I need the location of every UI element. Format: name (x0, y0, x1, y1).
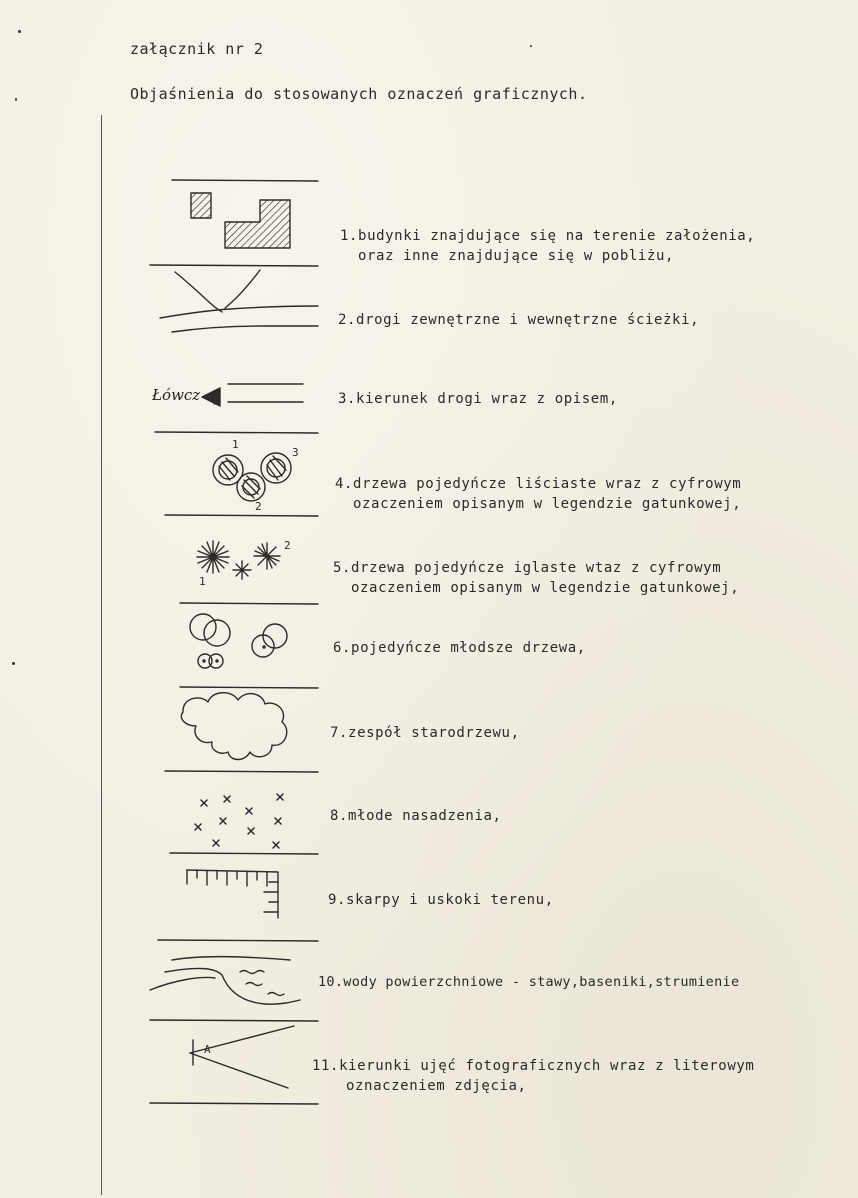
legend-text: ozaczeniem opisanym w legendzie gatunkowej, (351, 580, 740, 596)
conifer-number-label: 1 (199, 575, 206, 588)
legend-item (338, 310, 699, 330)
margin-line (101, 115, 102, 1195)
young-plantings-symbol (195, 794, 283, 848)
legend-item (330, 723, 520, 743)
legend-text: 1.budynki znajdujące się na terenie założenia, (340, 228, 756, 244)
speck (530, 45, 532, 47)
legend-text: 9.skarpy i uskoki terenu, (328, 892, 554, 908)
legend-item (338, 389, 618, 409)
road-direction-symbol (202, 384, 303, 406)
legend-text: 3.kierunek drogi wraz z opisem, (338, 391, 618, 407)
speck (18, 30, 21, 33)
legend-item (328, 890, 554, 910)
legend-text: 2.drogi zewnętrzne i wewnętrzne ścieżki, (338, 312, 700, 328)
legend-symbols (140, 160, 340, 1120)
tree-number-label: 2 (255, 500, 262, 513)
conifer-trees-symbol (197, 541, 280, 579)
speck (15, 98, 17, 101)
legend-item (330, 806, 502, 826)
photo-letter-label: A (204, 1043, 211, 1056)
legend-text: ozaczeniem opisanym w legendzie gatunkowej, (353, 496, 742, 512)
tree-number-label: 1 (232, 438, 239, 451)
speck (12, 662, 15, 665)
legend-text: oznaczeniem zdjęcia, (346, 1078, 527, 1094)
legend-text: oraz inne znajdujące się w pobliżu, (358, 248, 675, 264)
legend-text: 10.wody powierzchniowe - stawy,baseniki,strumienie (318, 974, 740, 990)
legend-item (312, 1056, 754, 1096)
legend-item (340, 226, 755, 266)
photo-direction-symbol (190, 1026, 294, 1088)
separator-lines (150, 180, 318, 1104)
legend-text: 6.pojedyńcze młodsze drzewa, (333, 640, 586, 656)
legend-text: 7.zespół starodrzewu, (330, 725, 520, 741)
buildings-symbol (191, 193, 290, 248)
legend-text: 11.kierunki ujęć fotograficznych wraz z literowym (312, 1058, 755, 1074)
annex-label: załącznik nr 2 (130, 40, 264, 58)
page-title: Objaśnienia do stosowanych oznaczeń graficznych. (130, 85, 588, 103)
legend-text: 8.młode nasadzenia, (330, 808, 502, 824)
leafy-trees-symbol (213, 453, 291, 501)
old-stand-symbol (181, 693, 286, 760)
legend-text: 5.drzewa pojedyńcze iglaste wtaz z cyfrowym (333, 560, 722, 576)
scarps-symbol (187, 870, 278, 918)
tree-number-label: 3 (292, 446, 299, 459)
roads-symbol (160, 270, 318, 332)
conifer-number-label: 2 (284, 539, 291, 552)
road-name-label: Łówcz (152, 386, 201, 404)
young-trees-symbol (190, 614, 287, 668)
legend-item (333, 558, 739, 598)
legend-text: 4.drzewa pojedyńcze liściaste wraz z cyfrowym (335, 476, 742, 492)
water-symbol (150, 957, 300, 1005)
legend-item (335, 474, 741, 514)
legend-item (333, 638, 586, 658)
legend-item (318, 972, 739, 992)
